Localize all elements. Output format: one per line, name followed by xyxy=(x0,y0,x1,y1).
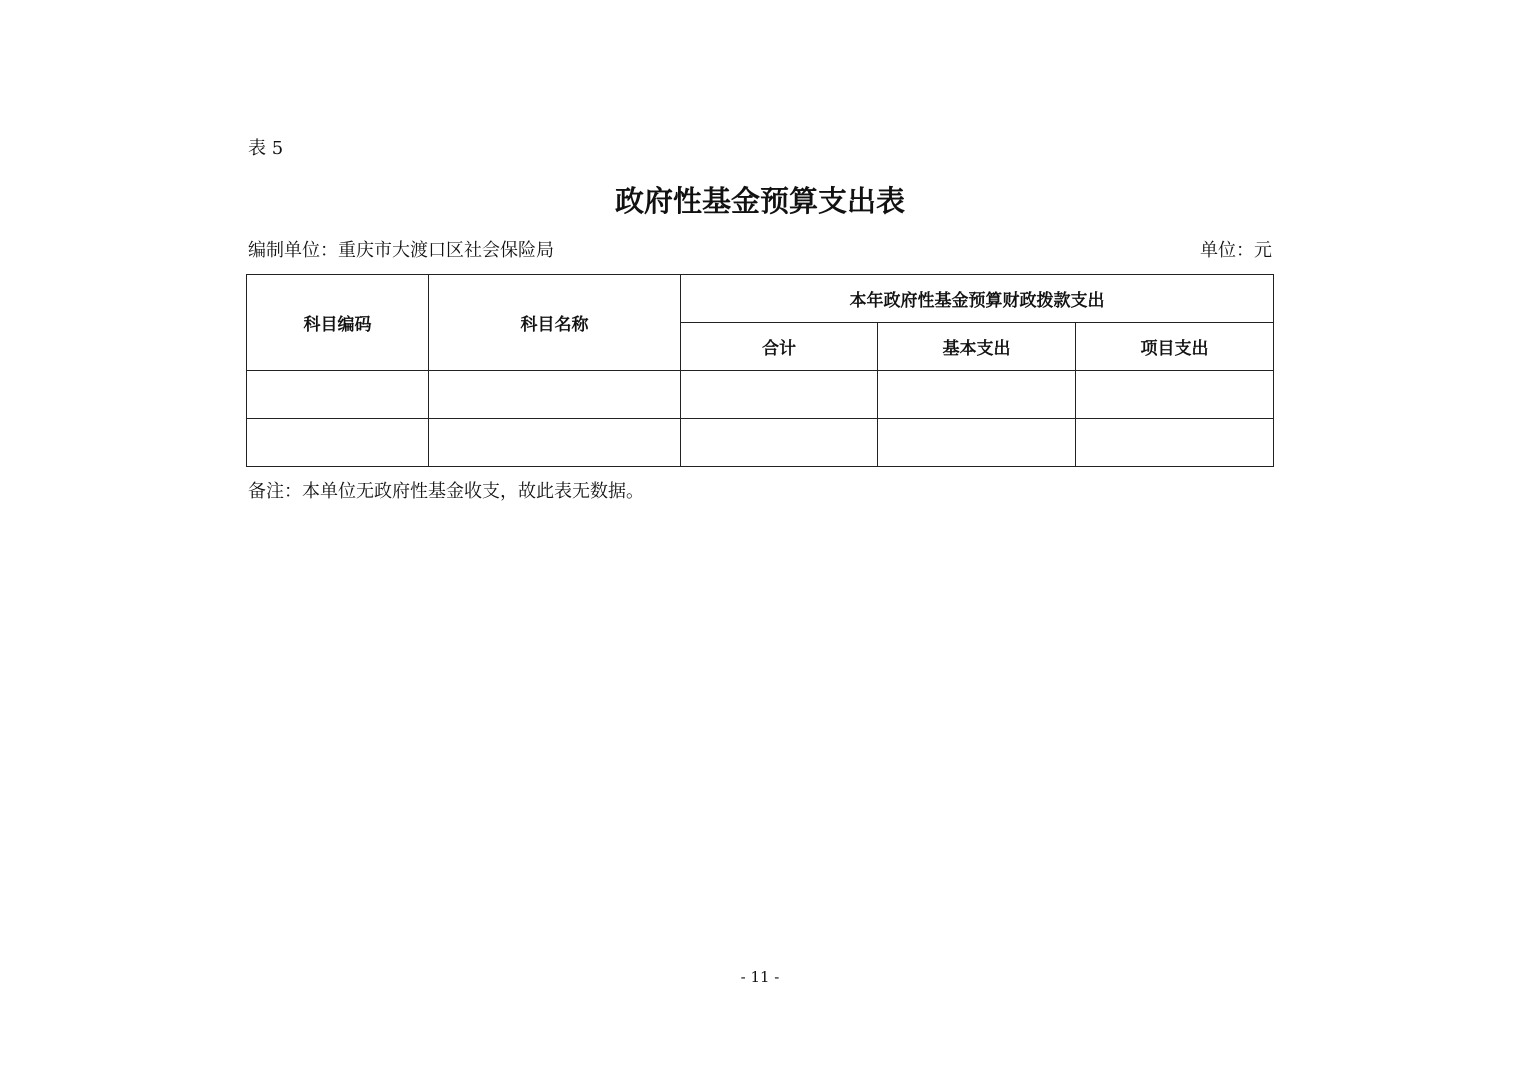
table-cell xyxy=(1076,371,1274,419)
column-header-name: 科目名称 xyxy=(429,275,681,371)
page-title: 政府性基金预算支出表 xyxy=(614,184,905,218)
column-header-total: 合计 xyxy=(681,323,878,371)
table-cell xyxy=(429,419,681,467)
compiling-unit: 编制单位：重庆市大渡口区社会保险局 xyxy=(248,240,554,261)
table-number: 表 5 xyxy=(248,138,284,159)
table-cell xyxy=(878,371,1076,419)
column-header-basic: 基本支出 xyxy=(878,323,1076,371)
budget-table xyxy=(246,274,1274,467)
column-header-project: 项目支出 xyxy=(1076,323,1274,371)
currency-unit: 单位：元 xyxy=(1200,240,1272,261)
table-cell xyxy=(1076,419,1274,467)
table-cell xyxy=(247,371,429,419)
table-row xyxy=(247,371,1274,419)
table-header-row xyxy=(247,275,1274,323)
table-row xyxy=(247,419,1274,467)
table-cell xyxy=(429,371,681,419)
page-number: - 11 - xyxy=(740,968,780,986)
table-note: 备注：本单位无政府性基金收支，故此表无数据。 xyxy=(248,481,644,502)
table-cell xyxy=(681,371,878,419)
table-cell xyxy=(247,419,429,467)
table-cell xyxy=(681,419,878,467)
column-header-code: 科目编码 xyxy=(247,275,429,371)
column-group-header: 本年政府性基金预算财政拨款支出 xyxy=(681,275,1274,323)
table-cell xyxy=(878,419,1076,467)
